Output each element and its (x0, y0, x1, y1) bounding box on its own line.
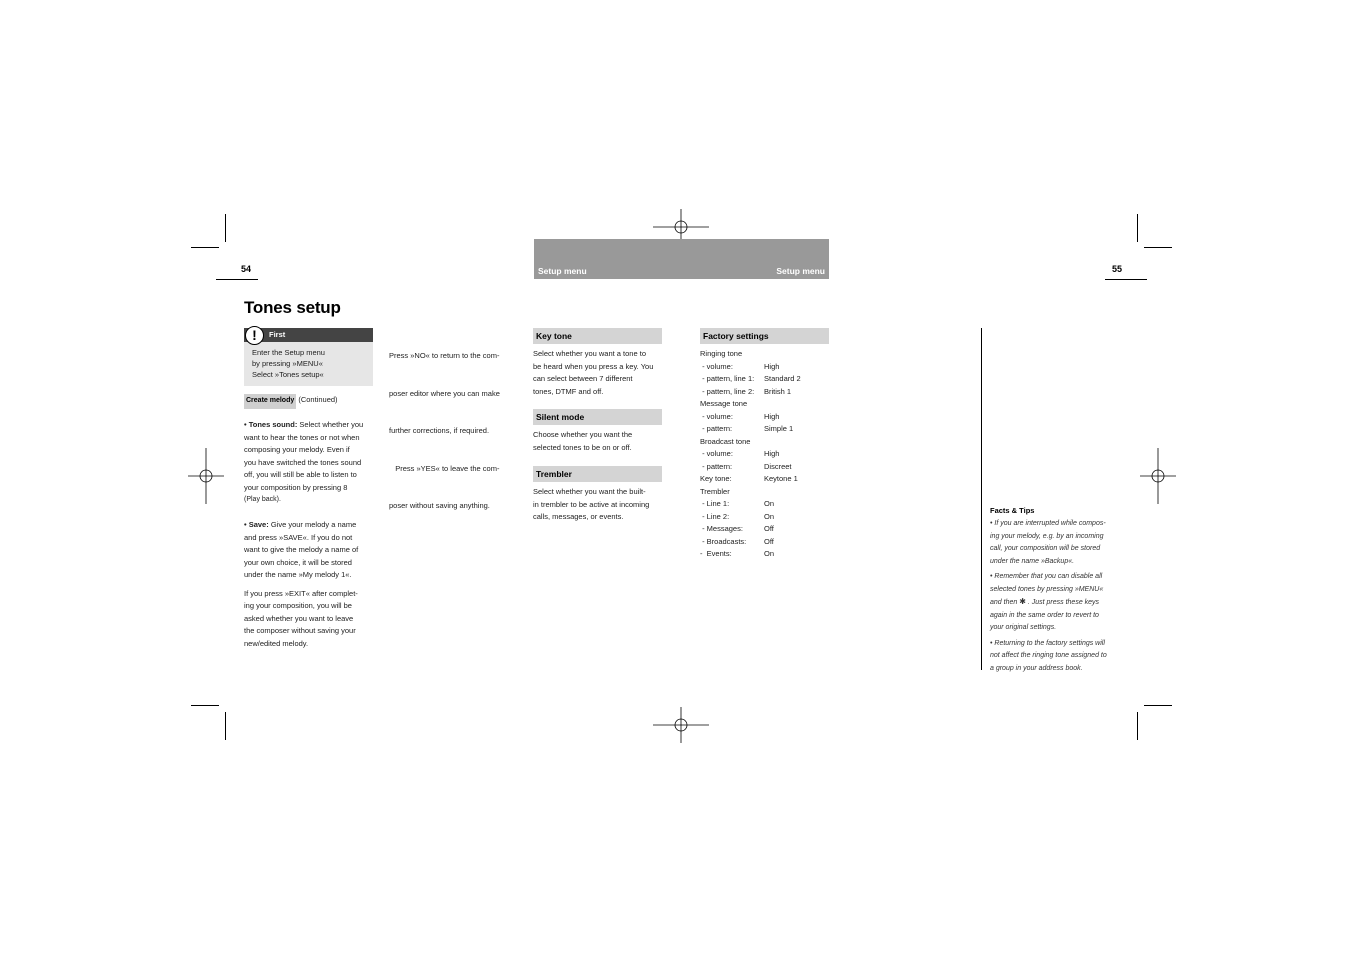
text-line: your own choice, it will be stored (244, 557, 352, 567)
margin-rule (981, 328, 982, 670)
factory-setting-row (700, 386, 830, 399)
first-line: Enter the Setup menu (252, 348, 325, 357)
text-line: can select between 7 different (533, 374, 633, 383)
factory-setting-value: High (764, 361, 780, 371)
factory-setting-label: Message tone (700, 399, 748, 408)
factory-setting-value: On (764, 499, 775, 508)
first-heading-label: First (269, 330, 286, 339)
text-line: • Returning to the factory settings will (990, 639, 1105, 647)
factory-setting-value: High (764, 449, 780, 458)
text-line: ing your melody, e.g. by an incoming (990, 532, 1104, 540)
text-line: • If you are interrupted while compos- (990, 520, 1106, 527)
text-line: under the name »My melody 1«. (244, 570, 352, 579)
factory-setting-label: - volume: (700, 411, 733, 421)
continued-label: (Continued) (298, 395, 338, 404)
crop-mark (1144, 247, 1172, 248)
factory-setting-row (700, 498, 830, 511)
registration-mark-right (1130, 448, 1186, 504)
text-line: under the name »Backup«. (990, 557, 1075, 565)
text-line: further corrections, if required. (389, 426, 490, 435)
text-line: Press »NO« to return to the com- (389, 351, 500, 360)
create-melody-badge: Create melody (244, 394, 296, 409)
first-line: by pressing »MENU« (252, 358, 323, 368)
text-line: you have switched the tones sound (244, 457, 362, 467)
silent-mode-text (533, 429, 668, 454)
text-line: ing your composition, you will be (244, 601, 352, 610)
text-line: Select whether you want the built- (533, 487, 646, 496)
text-line: your original settings. (990, 624, 1057, 631)
create-melody-line (244, 394, 338, 409)
facts-tips-title: Facts & Tips (990, 506, 1035, 515)
exclamation-icon: ! (245, 326, 264, 345)
first-box-text (252, 348, 325, 381)
factory-setting-label: - pattern, line 1: (700, 374, 755, 383)
factory-setting-value: On (764, 549, 775, 558)
factory-setting-row (700, 511, 830, 524)
page-number-rule (216, 279, 258, 280)
factory-setting-label: - Messages: (700, 524, 743, 533)
text-line: Select whether you (297, 420, 364, 429)
factory-setting-value: British 1 (764, 386, 792, 396)
factory-setting-row (700, 436, 830, 449)
factory-setting-row (700, 411, 830, 424)
tip-3 (990, 638, 1120, 676)
factory-setting-label: - pattern: (700, 461, 733, 471)
save-label: • Save: (244, 520, 269, 529)
tones-sound-label: • Tones sound: (244, 420, 298, 429)
factory-setting-value: Off (764, 524, 774, 533)
text-line: be heard when you press a key. You (533, 361, 654, 371)
text-line: (Play back). (244, 496, 281, 503)
text-line: again in the same order to revert to (990, 611, 1099, 619)
text-line: not affect the ringing tone assigned to (990, 652, 1107, 659)
text-line: selected tones by pressing »MENU« (990, 585, 1104, 593)
text-line: Select whether you want a tone to (533, 349, 646, 358)
factory-setting-row (700, 486, 830, 499)
factory-setting-row (700, 523, 830, 536)
text-line: If you press »EXIT« after complet- (244, 588, 358, 598)
factory-setting-value: High (764, 411, 780, 421)
first-box (244, 328, 373, 386)
factory-setting-row (700, 398, 830, 411)
silent-mode-heading: Silent mode (533, 409, 662, 425)
factory-setting-label: - volume: (700, 449, 733, 458)
column-1 (244, 419, 379, 650)
text-line: Give your melody a name (268, 520, 357, 529)
star-key-icon: ✱ (1019, 597, 1026, 606)
text-line: off, you will still be able to listen to (244, 470, 357, 479)
crop-mark (1137, 712, 1138, 740)
crop-mark (1137, 214, 1138, 242)
factory-setting-label: Key tone: (700, 474, 732, 483)
text-line: your composition by pressing 8 (244, 482, 348, 492)
tip-2 (990, 571, 1120, 635)
factory-setting-row (700, 361, 830, 374)
text-line: poser editor where you can make (389, 388, 500, 398)
text-line: Choose whether you want the (533, 430, 633, 439)
crop-mark (225, 214, 226, 242)
factory-setting-row (700, 448, 830, 461)
text-line: Press »YES« to leave the com- (389, 463, 500, 473)
factory-setting-label: - pattern, line 2: (700, 386, 755, 396)
factory-setting-value: Simple 1 (764, 424, 794, 433)
text-line: and then (990, 599, 1018, 606)
factory-setting-label: Broadcast tone (700, 436, 751, 446)
trembler-heading: Trembler (533, 466, 662, 482)
section-label-right: Setup menu (776, 266, 825, 276)
factory-settings-list (700, 348, 830, 561)
text-line: poser without saving anything. (389, 501, 490, 510)
page-number-left: 54 (241, 264, 252, 274)
section-header-bar (534, 239, 829, 279)
text-line: new/edited melody. (244, 638, 309, 648)
factory-setting-row (700, 348, 830, 361)
factory-setting-value: Keytone 1 (764, 474, 798, 483)
factory-setting-label: Ringing tone (700, 349, 743, 358)
text-line: call, your composition will be stored (990, 545, 1101, 552)
first-line: Select »Tones setup« (252, 370, 324, 379)
factory-setting-row (700, 548, 830, 561)
key-tone-text (533, 348, 668, 398)
factory-settings-heading: Factory settings (700, 328, 829, 344)
trembler-text (533, 486, 668, 524)
factory-setting-value: Discreet (764, 461, 792, 471)
crop-mark (1144, 705, 1172, 706)
tip-1 (990, 518, 1120, 568)
text-line: calls, messages, or events. (533, 512, 624, 521)
factory-setting-row (700, 461, 830, 474)
factory-setting-label: - pattern: (700, 424, 733, 433)
key-tone-heading: Key tone (533, 328, 662, 344)
factory-setting-value: Standard 2 (764, 374, 801, 383)
factory-setting-label: - Line 1: (700, 499, 730, 508)
facts-tips-body (990, 518, 1120, 678)
text-line: the composer without saving your (244, 626, 356, 635)
text-line: want to hear the tones or not when (244, 432, 360, 442)
text-line: and press »SAVE«. If you do not (244, 532, 353, 542)
factory-setting-label: Trembler (700, 486, 730, 496)
column-2 (389, 325, 524, 525)
text-line: asked whether you want to leave (244, 613, 354, 623)
factory-setting-label: - volume: (700, 361, 733, 371)
factory-setting-row (700, 473, 830, 486)
crop-mark (191, 247, 219, 248)
text-line: composing your melody. Even if (244, 445, 350, 454)
page-number-rule (1105, 279, 1147, 280)
text-line: • Remember that you can disable all (990, 573, 1103, 580)
text-line: selected tones to be on or off. (533, 442, 632, 452)
section-label-left: Setup menu (538, 266, 587, 276)
factory-setting-value: On (764, 511, 775, 521)
factory-setting-row (700, 373, 830, 386)
factory-setting-label: - Broadcasts: (700, 536, 747, 546)
text-line: . Just press these keys (1027, 599, 1100, 606)
page-number-right: 55 (1112, 264, 1123, 274)
factory-setting-label: - Line 2: (700, 511, 730, 521)
text-line: a group in your address book. (990, 664, 1083, 672)
registration-mark-left (178, 448, 234, 504)
crop-mark (225, 712, 226, 740)
factory-setting-row (700, 536, 830, 549)
text-line: want to give the melody a name of (244, 545, 359, 554)
text-line: in trembler to be active at incoming (533, 499, 650, 509)
factory-setting-row (700, 423, 830, 436)
registration-mark-bottom (653, 697, 709, 753)
factory-setting-value: Off (764, 536, 774, 546)
text-line: tones, DTMF and off. (533, 386, 604, 396)
factory-setting-label: - Events: (700, 549, 732, 558)
crop-mark (191, 705, 219, 706)
page-title: Tones setup (244, 298, 341, 317)
